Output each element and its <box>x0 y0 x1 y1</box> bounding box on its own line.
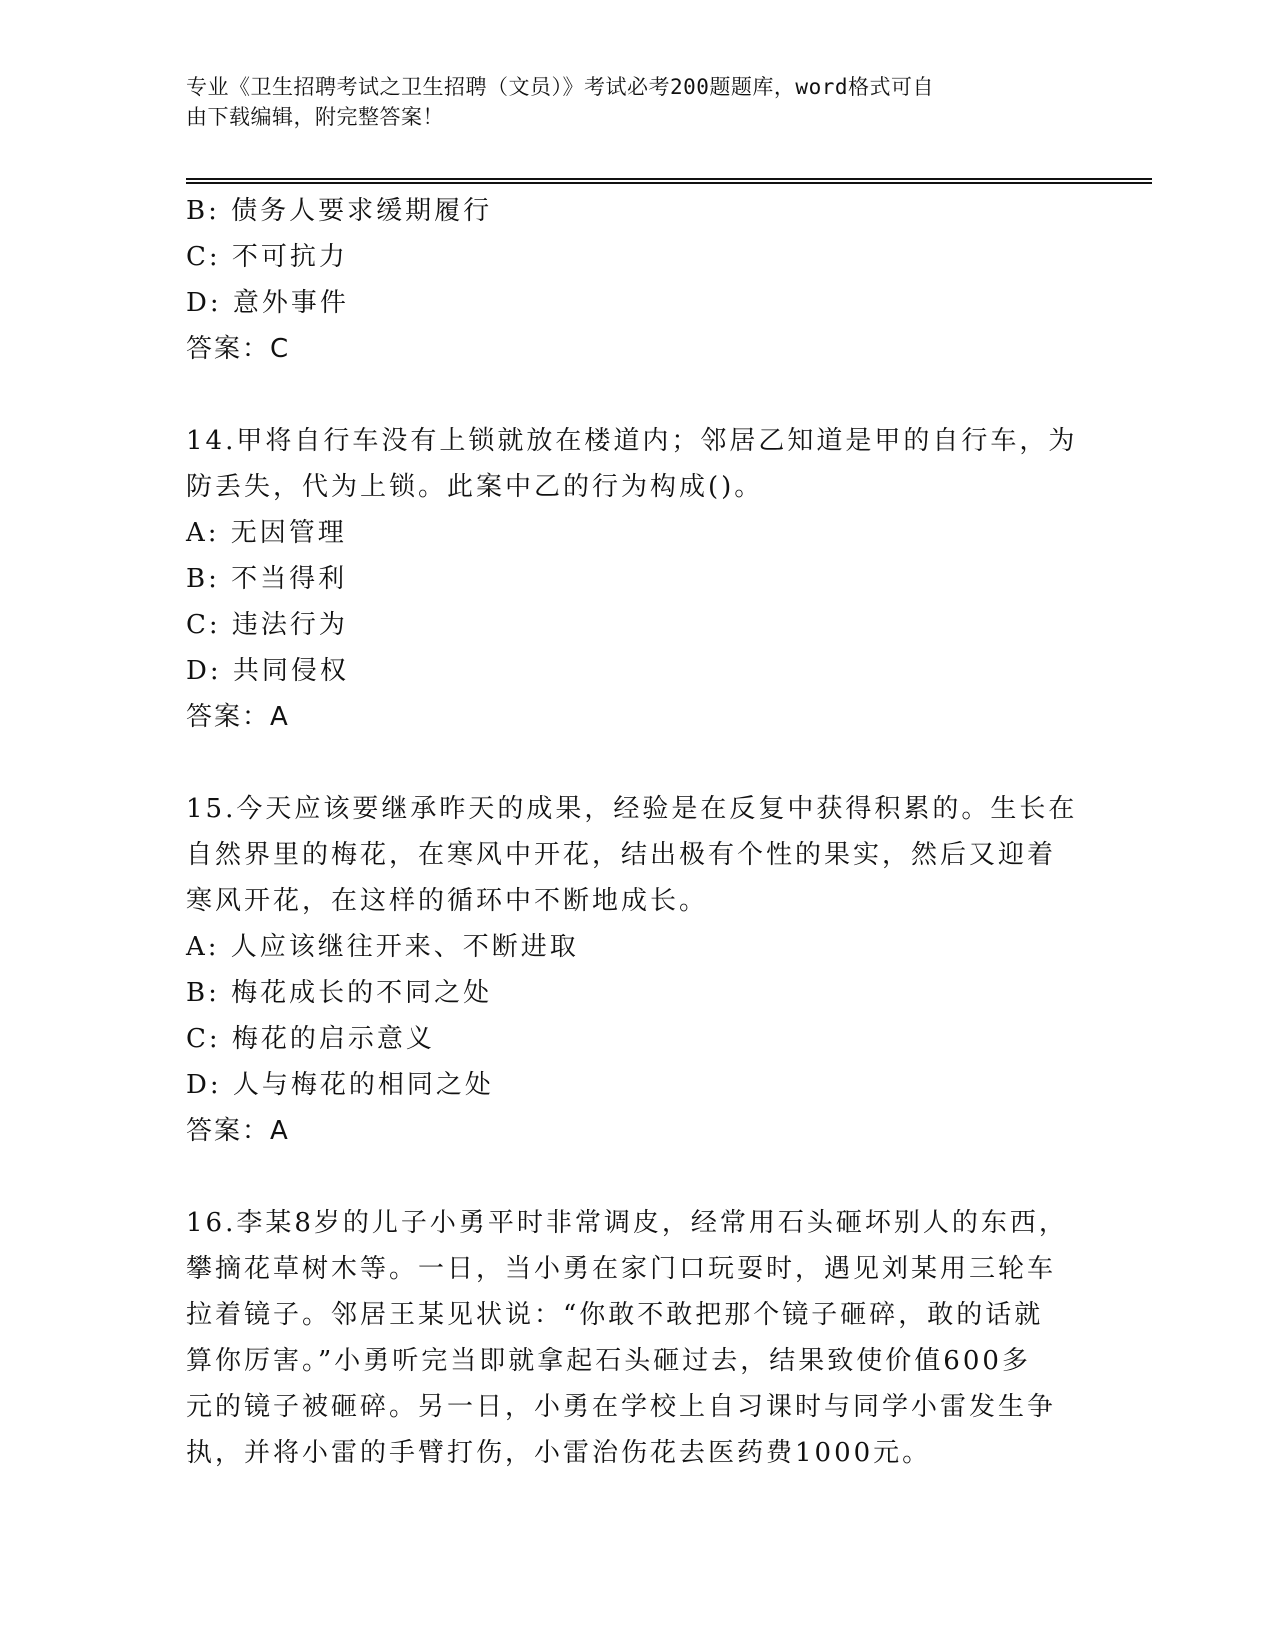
header-divider-top <box>186 178 1152 180</box>
option-d: D: 共同侵权 <box>186 656 349 686</box>
question-text-line: 14.甲将自行车没有上锁就放在楼道内；邻居乙知道是甲的自行车，为 <box>186 426 1078 456</box>
spacer <box>186 372 1086 418</box>
question-text-line: 自然界里的梅花，在寒风中开花，结出极有个性的果实，然后又迎着 <box>186 840 1057 870</box>
answer-label: 答案：A <box>186 1116 290 1146</box>
option-a: A: 人应该继往开来、不断进取 <box>186 932 579 962</box>
question-text <box>186 786 1086 924</box>
question-15 <box>186 786 1086 1154</box>
question-14 <box>186 418 1086 740</box>
option-b: B: 不当得利 <box>186 564 348 594</box>
option-a: A: 无因管理 <box>186 518 347 548</box>
option-d: D: 意外事件 <box>186 288 349 318</box>
question-text <box>186 418 1086 510</box>
question-13 <box>186 188 1086 372</box>
document-header <box>186 72 1086 132</box>
option-b: B: 梅花成长的不同之处 <box>186 978 493 1008</box>
question-text <box>186 1200 1086 1476</box>
option-c: C: 违法行为 <box>186 610 348 640</box>
question-16 <box>186 1200 1086 1476</box>
question-text-line: 寒风开花，在这样的循环中不断地成长。 <box>186 886 709 916</box>
question-text-line: 16.李某8岁的儿子小勇平时非常调皮，经常用石头砸坏别人的东西， <box>186 1208 1068 1238</box>
spacer <box>186 740 1086 786</box>
answer-label: 答案：A <box>186 702 290 732</box>
document-body <box>186 188 1086 1476</box>
question-text-line: 拉着镜子。邻居王某见状说：“你敢不敢把那个镜子砸碎，敢的话就 <box>186 1300 1044 1330</box>
question-text-line: 15.今天应该要继承昨天的成果，经验是在反复中获得积累的。生长在 <box>186 794 1078 824</box>
header-line-1: 专业《卫生招聘考试之卫生招聘（文员）》考试必考200题题库，word格式可自 <box>186 75 934 99</box>
question-text-line: 防丢失，代为上锁。此案中乙的行为构成()。 <box>186 472 764 502</box>
option-c: C: 不可抗力 <box>186 242 348 272</box>
spacer <box>186 1154 1086 1200</box>
question-text-line: 攀摘花草树木等。一日，当小勇在家门口玩耍时，遇见刘某用三轮车 <box>186 1254 1057 1284</box>
question-text-line: 元的镜子被砸碎。另一日，小勇在学校上自习课时与同学小雷发生争 <box>186 1392 1057 1422</box>
option-c: C: 梅花的启示意义 <box>186 1024 435 1054</box>
header-line-2: 由下载编辑，附完整答案！ <box>186 105 444 129</box>
header-divider-bottom <box>186 182 1152 184</box>
option-b: B: 债务人要求缓期履行 <box>186 196 493 226</box>
question-text-line: 算你厉害。”小勇听完当即就拿起石头砸过去，结果致使价值600多 <box>186 1346 1031 1376</box>
answer-label: 答案：C <box>186 334 291 364</box>
option-d: D: 人与梅花的相同之处 <box>186 1070 494 1100</box>
question-text-line: 执，并将小雷的手臂打伤，小雷治伤花去医药费1000元。 <box>186 1438 932 1468</box>
